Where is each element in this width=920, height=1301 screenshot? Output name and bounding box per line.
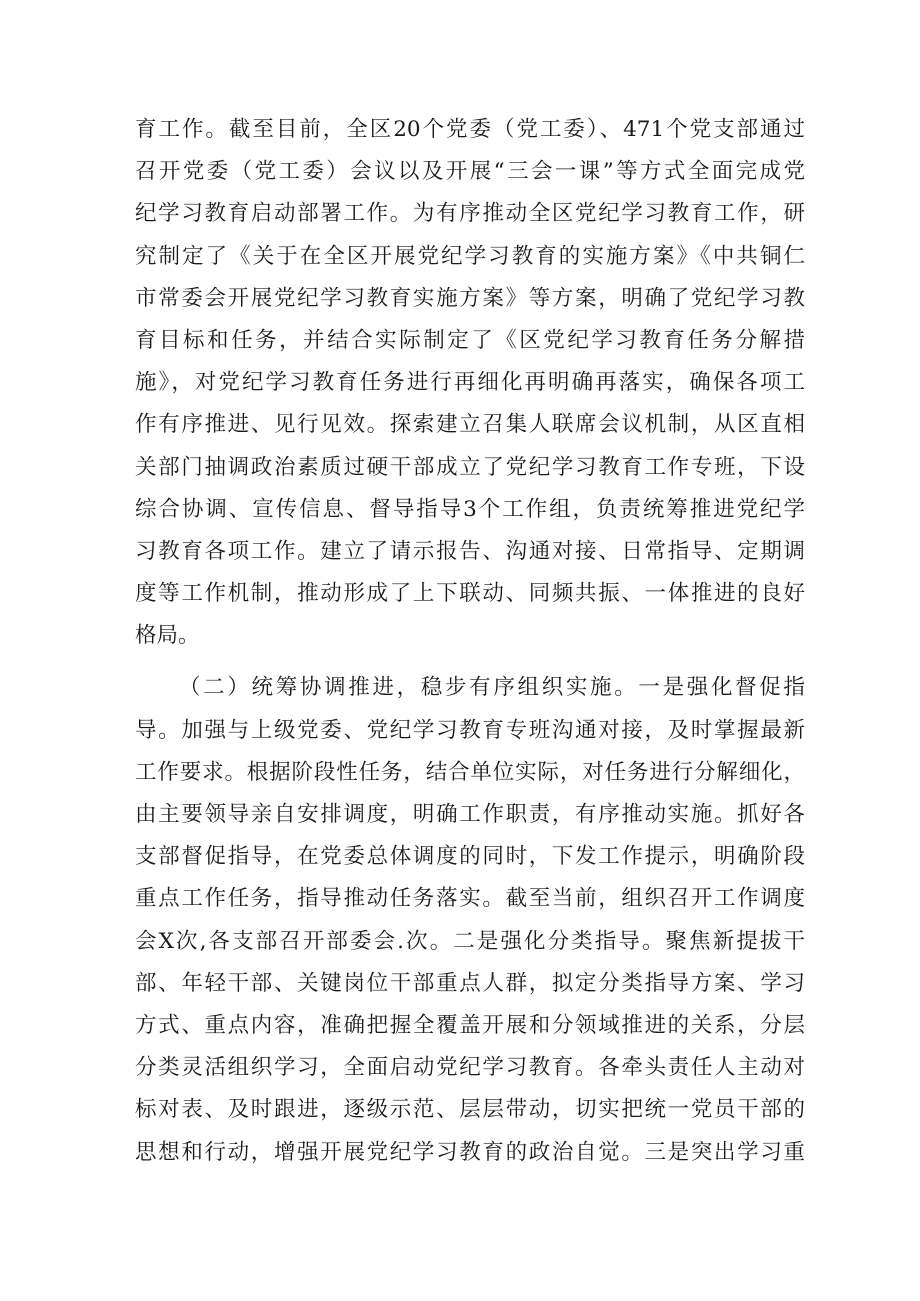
text-line: 支部督促指导，在党委总体调度的同时，下发工作提示，明确阶段 (135, 844, 805, 870)
text-line: 格局。 (135, 623, 200, 649)
text-line: 召开党委（党工委）会议以及开展“三会一课”等方式全面完成党 (135, 159, 805, 185)
text-line: 会X次,各支部召开部委会.次。二是强化分类指导。聚焦新提拔干 (135, 928, 805, 954)
text-line: 综合协调、宣传信息、督导指导3个工作组，负责统筹推进党纪学 (135, 496, 805, 522)
text-line: 思想和行动，增强开展党纪学习教育的政治自觉。三是突出学习重 (135, 1139, 805, 1165)
paragraph-spacer (135, 657, 805, 667)
text-line: 标对表、及时跟进，逐级示范、层层带动，切实把统一党员干部的 (135, 1097, 805, 1123)
text-line: 由主要领导亲自安排调度，明确工作职责，有序推动实施。抓好各 (135, 802, 805, 827)
text-line: 工作要求。根据阶段性任务，结合单位实际，对任务进行分解细化， (135, 759, 805, 785)
document-body (135, 109, 805, 1174)
text-line: 导。加强与上级党委、党纪学习教育专班沟通对接，及时掌握最新 (135, 717, 805, 743)
text-line: 市常委会开展党纪学习教育实施方案》等方案，明确了党纪学习教 (135, 285, 805, 311)
text-line: 习教育各项工作。建立了请示报告、沟通对接、日常指导、定期调 (135, 538, 805, 564)
text-line: 方式、重点内容，准确把握全覆盖开展和分领域推进的关系，分层 (135, 1012, 805, 1038)
text-line: 究制定了《关于在全区开展党纪学习教育的实施方案》《中共铜仁 (135, 243, 805, 269)
text-line: 部、年轻干部、关键岗位干部重点人群，拟定分类指导方案、学习 (135, 970, 805, 996)
text-line: 纪学习教育启动部署工作。为有序推动全区党纪学习教育工作，研 (135, 201, 805, 227)
text-line: 关部门抽调政治素质过硬干部成立了党纪学习教育工作专班，下设 (135, 454, 805, 480)
text-line: 育工作。截至目前，全区20个党委（党工委）、471个党支部通过 (135, 117, 805, 142)
text-line: （二）统筹协调推进，稳步有序组织实施。一是强化督促指 (179, 675, 805, 701)
text-line: 分类灵活组织学习，全面启动党纪学习教育。各牵头责任人主动对 (135, 1055, 805, 1081)
text-line: 作有序推进、见行见效。探索建立召集人联席会议机制，从区直相 (135, 412, 805, 438)
text-line: 育目标和任务，并结合实际制定了《区党纪学习教育任务分解措 (135, 327, 805, 353)
text-line: 重点工作任务，指导推动任务落实。截至当前，组织召开工作调度 (135, 886, 805, 912)
paragraph-2 (135, 667, 805, 1173)
paragraph-1 (135, 109, 805, 657)
text-line: 施》，对党纪学习教育任务进行再细化再明确再落实，确保各项工 (135, 370, 805, 396)
text-line: 度等工作机制，推动形成了上下联动、同频共振、一体推进的良好 (135, 581, 805, 607)
